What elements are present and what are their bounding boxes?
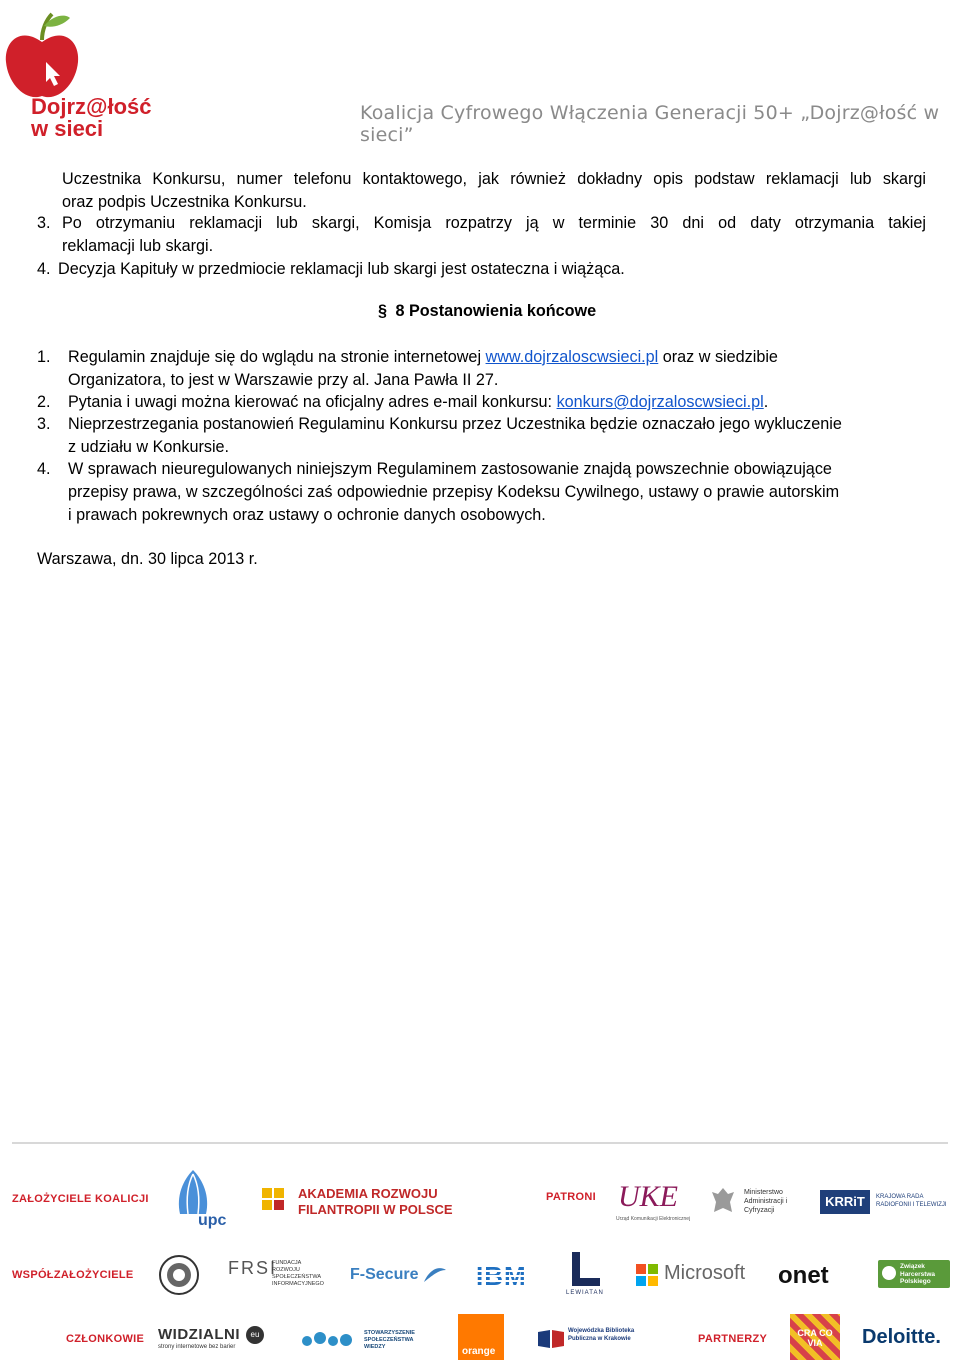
label-partnerzy: PARTNERZY [698,1333,768,1345]
lewiatan-text: LEWIATAN [566,1290,604,1296]
eagle-emblem-icon [708,1184,738,1220]
item1-line2: Organizatora, to jest w Warszawie przy al. Jana Pawła II 27. [68,371,499,389]
frsi-logo [228,1258,328,1292]
deloitte-logo [862,1326,952,1352]
intro-line1: Uczestnika Konkursu, numer telefonu kontaktowego, jak również dokładny opis podstaw reklamacji lub skargi [62,170,926,188]
intro-item3-line1: Po otrzymaniu reklamacji lub skargi, Komisja rozpatrzy ją w terminie 30 dni od daty otrzymania takiej [62,214,926,232]
item3-line1: Nieprzestrzegania postanowień Regulaminu Konkursu przez Uczestnika będzie oznaczało jego wykluczenie [68,415,842,433]
cracovia-text: CRA CO VIA [797,1328,833,1348]
uke-logo [614,1180,691,1224]
website-link[interactable]: www.dojrzaloscwsieci.pl [485,348,659,366]
krrit-logo [820,1190,950,1216]
item4-number: 4. [37,460,51,478]
label-wspolzalozyciele: WSPÓŁZAŁOŻYCIELE [12,1269,134,1281]
microsoft-text: Microsoft [664,1262,746,1284]
eu-badge-icon: eu [246,1326,264,1344]
akademia-line1: AKADEMIA ROZWOJU [298,1186,438,1201]
section-title-text: 8 Postanowienia końcowe [395,302,597,320]
section-symbol: § [377,302,387,320]
logo-text [31,96,151,140]
item4-line2: przepisy prawa, w szczególności zaś odpowiednie przepisy Kodeksu Cywilnego, ustawy o prawie autorskim [68,483,840,501]
item2-number: 2. [37,393,51,411]
logo-text-line2: w sieci [31,116,104,141]
cracovia-logo [790,1314,840,1362]
orange-text: orange [462,1346,496,1357]
onet-text: onet [778,1262,829,1289]
akademia-line2: FILANTROPII W POLSCE [298,1202,453,1217]
item4-line1: W sprawach nieuregulowanych niniejszym Regulaminem zastosowanie znajdą powszechnie obowiązujące [68,460,832,478]
krrit-subtext: KRAJOWA RADA RADIOFONII I TELEWIZJI [876,1194,947,1208]
item3-number: 3. [37,415,51,433]
zhp-logo [878,1260,950,1290]
book-icon [536,1326,566,1350]
item1-line1 [68,346,778,369]
frsi-text: FRSI [228,1258,278,1278]
widzialni-text: WIDZIALNI [158,1326,240,1343]
fsecure-swoosh-icon [422,1264,448,1286]
fsecure-text: F-Secure [350,1266,419,1283]
intro-item4-line1: Decyzja Kapituły w przedmiocie reklamacji lub skargi jest ostateczna i wiążąca. [58,260,625,278]
biblioteka-text: Wojewódzka Biblioteka Publiczna w Krakowie [568,1328,635,1342]
ministerstwo-text: Ministerstwo Administracji i Cyfryzacji [744,1189,788,1214]
item2-text-b: . [763,393,769,411]
item1-text-a: Regulamin znajduje się do wglądu na stronie internetowej [68,348,486,366]
item3-line2: z udziału w Konkursie. [68,438,230,456]
intro-item4-number: 4. [37,260,51,278]
ibm-text: IBM [476,1262,540,1290]
item4-line3: i prawach pokrewnych oraz ustawy o ochronie danych osobowych. [68,506,546,524]
orange-logo [458,1314,504,1360]
ministerstwo-logo [708,1184,798,1224]
signature-place-date: Warszawa, dn. 30 lipca 2013 r. [37,550,258,568]
label-czlonkowie: CZŁONKOWIE [66,1333,145,1345]
logo-text-line1: Dojrz@łość [31,94,152,119]
footer-divider [12,1142,948,1144]
item1-text-b: oraz w siedzibie [658,348,778,366]
stowarzyszenie-logo [302,1328,432,1354]
ibm-logo [476,1262,540,1290]
frsi-subtext: FUNDACJA ROZWOJU SPOŁECZEŃSTWA INFORMACYJNEGO [272,1260,324,1287]
widzialni-logo [158,1326,268,1356]
intro-item3-number: 3. [37,214,51,232]
university-seal-icon [158,1254,200,1296]
email-link[interactable]: konkurs@dojrzaloscwsieci.pl [556,393,764,411]
label-patroni: PATRONI [546,1191,596,1203]
uke-text: UKE [618,1180,678,1213]
akademia-logo [262,1186,462,1222]
onet-logo [778,1262,848,1290]
intro-line2: oraz podpis Uczestnika Konkursu. [62,193,307,211]
widzialni-subtext: strony internetowe bez barier [158,1344,236,1350]
upc-text: upc [198,1212,227,1229]
deloitte-text: Deloitte. [862,1326,941,1348]
item2-text-a: Pytania i uwagi można kierować na oficjalny adres e-mail konkursu: [68,393,557,411]
uke-subtext: Urząd Komunikacji Elektronicznej [616,1216,691,1222]
zhp-text: Związek Harcerstwa Polskiego [900,1263,936,1285]
header-title: Koalicja Cyfrowego Włączenia Generacji 50+ „Dojrz@łość w sieci” [360,102,940,146]
krrit-text: KRRiT [820,1190,870,1214]
label-zalozyciele: ZAŁOŻYCIELE KOALICJI [12,1193,149,1205]
lewiatan-logo [566,1252,608,1300]
item2-line1 [68,391,768,414]
item1-number: 1. [37,348,51,366]
microsoft-logo [636,1262,756,1288]
intro-item3-line2: reklamacji lub skargi. [62,237,214,255]
fsecure-logo [350,1264,450,1290]
section-title [374,300,596,323]
biblioteka-logo [536,1326,646,1354]
stowarzyszenie-text: STOWARZYSZENIE SPOŁECZEŃSTWA WIEDZY [364,1330,415,1350]
upc-logo [158,1168,228,1234]
